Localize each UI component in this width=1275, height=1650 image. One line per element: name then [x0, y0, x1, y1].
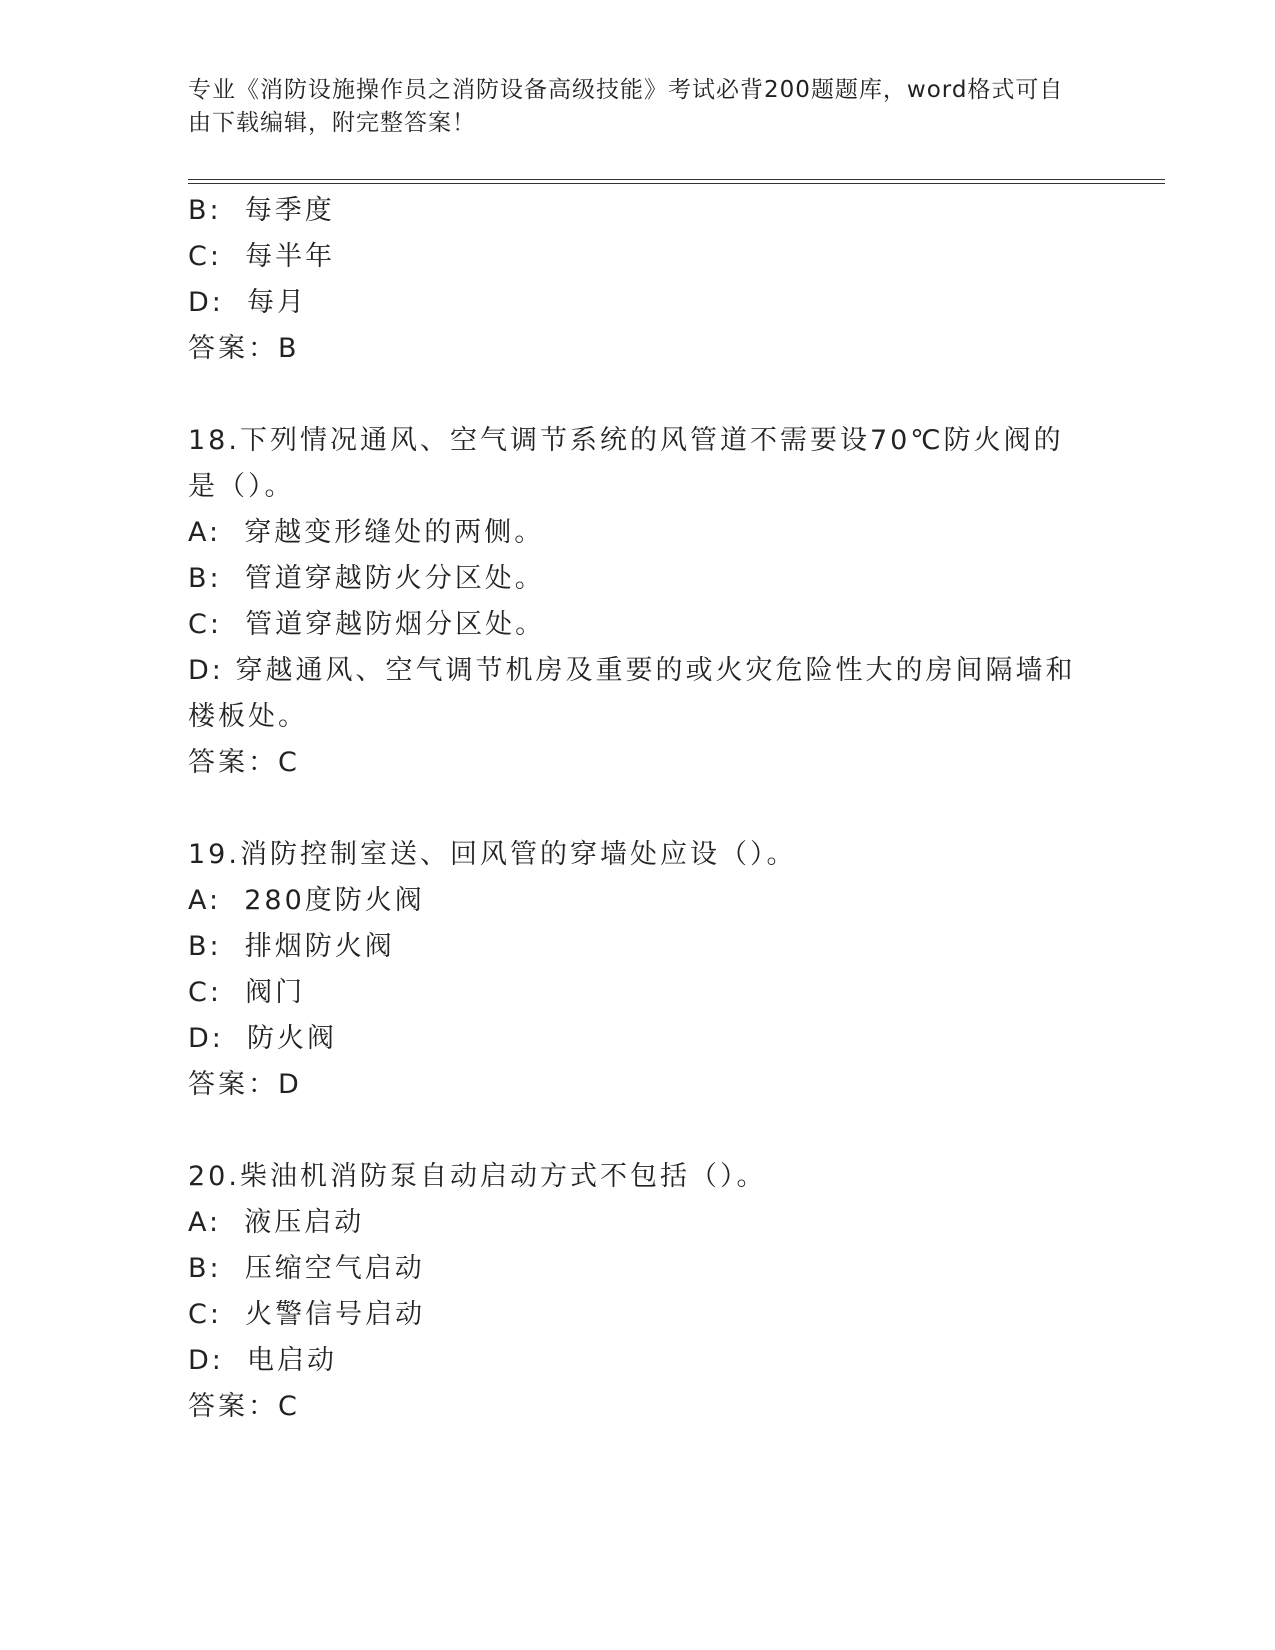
option-a: A: 穿越变形缝处的两侧。	[188, 517, 545, 548]
question-19	[188, 832, 1088, 1108]
option-d: D: 穿越通风、空气调节机房及重要的或火灾危险性大的房间隔墙和楼板处。	[188, 655, 1076, 732]
question-stem: 18.下列情况通风、空气调节系统的风管道不需要设70℃防火阀的是（）。	[188, 425, 1064, 502]
option-b: B: 每季度	[188, 195, 335, 226]
option-a: A: 液压启动	[188, 1207, 365, 1238]
option-b: B: 压缩空气启动	[188, 1253, 425, 1284]
answer-line: 答案：C	[188, 747, 300, 778]
option-b: B: 管道穿越防火分区处。	[188, 563, 545, 594]
spacer	[188, 1108, 1088, 1154]
spacer	[188, 786, 1088, 832]
answer-line: 答案：D	[188, 1069, 302, 1100]
question-20	[188, 1154, 1088, 1430]
answer-line: 答案：B	[188, 333, 300, 364]
document-header: 专业《消防设施操作员之消防设备高级技能》考试必背200题题库，word格式可自由下载编辑，附完整答案！	[188, 77, 1064, 136]
option-b: B: 排烟防火阀	[188, 931, 395, 962]
option-c: C: 每半年	[188, 241, 336, 272]
question-17-fragment	[188, 188, 1088, 372]
option-c: C: 阀门	[188, 977, 306, 1008]
question-stem: 20.柴油机消防泵自动启动方式不包括（）。	[188, 1161, 767, 1192]
option-a: A: 280度防火阀	[188, 885, 425, 916]
option-c: C: 火警信号启动	[188, 1299, 426, 1330]
question-18	[188, 418, 1088, 786]
option-d: D: 防火阀	[188, 1023, 338, 1054]
document-body	[188, 188, 1088, 1430]
option-d: D: 每月	[188, 287, 308, 318]
answer-line: 答案：C	[188, 1391, 300, 1422]
header-divider-bottom	[188, 183, 1165, 184]
option-d: D: 电启动	[188, 1345, 338, 1376]
option-c: C: 管道穿越防烟分区处。	[188, 609, 546, 640]
question-stem: 19.消防控制室送、回风管的穿墙处应设（）。	[188, 839, 797, 870]
spacer	[188, 372, 1088, 418]
header-divider-top	[188, 179, 1165, 180]
